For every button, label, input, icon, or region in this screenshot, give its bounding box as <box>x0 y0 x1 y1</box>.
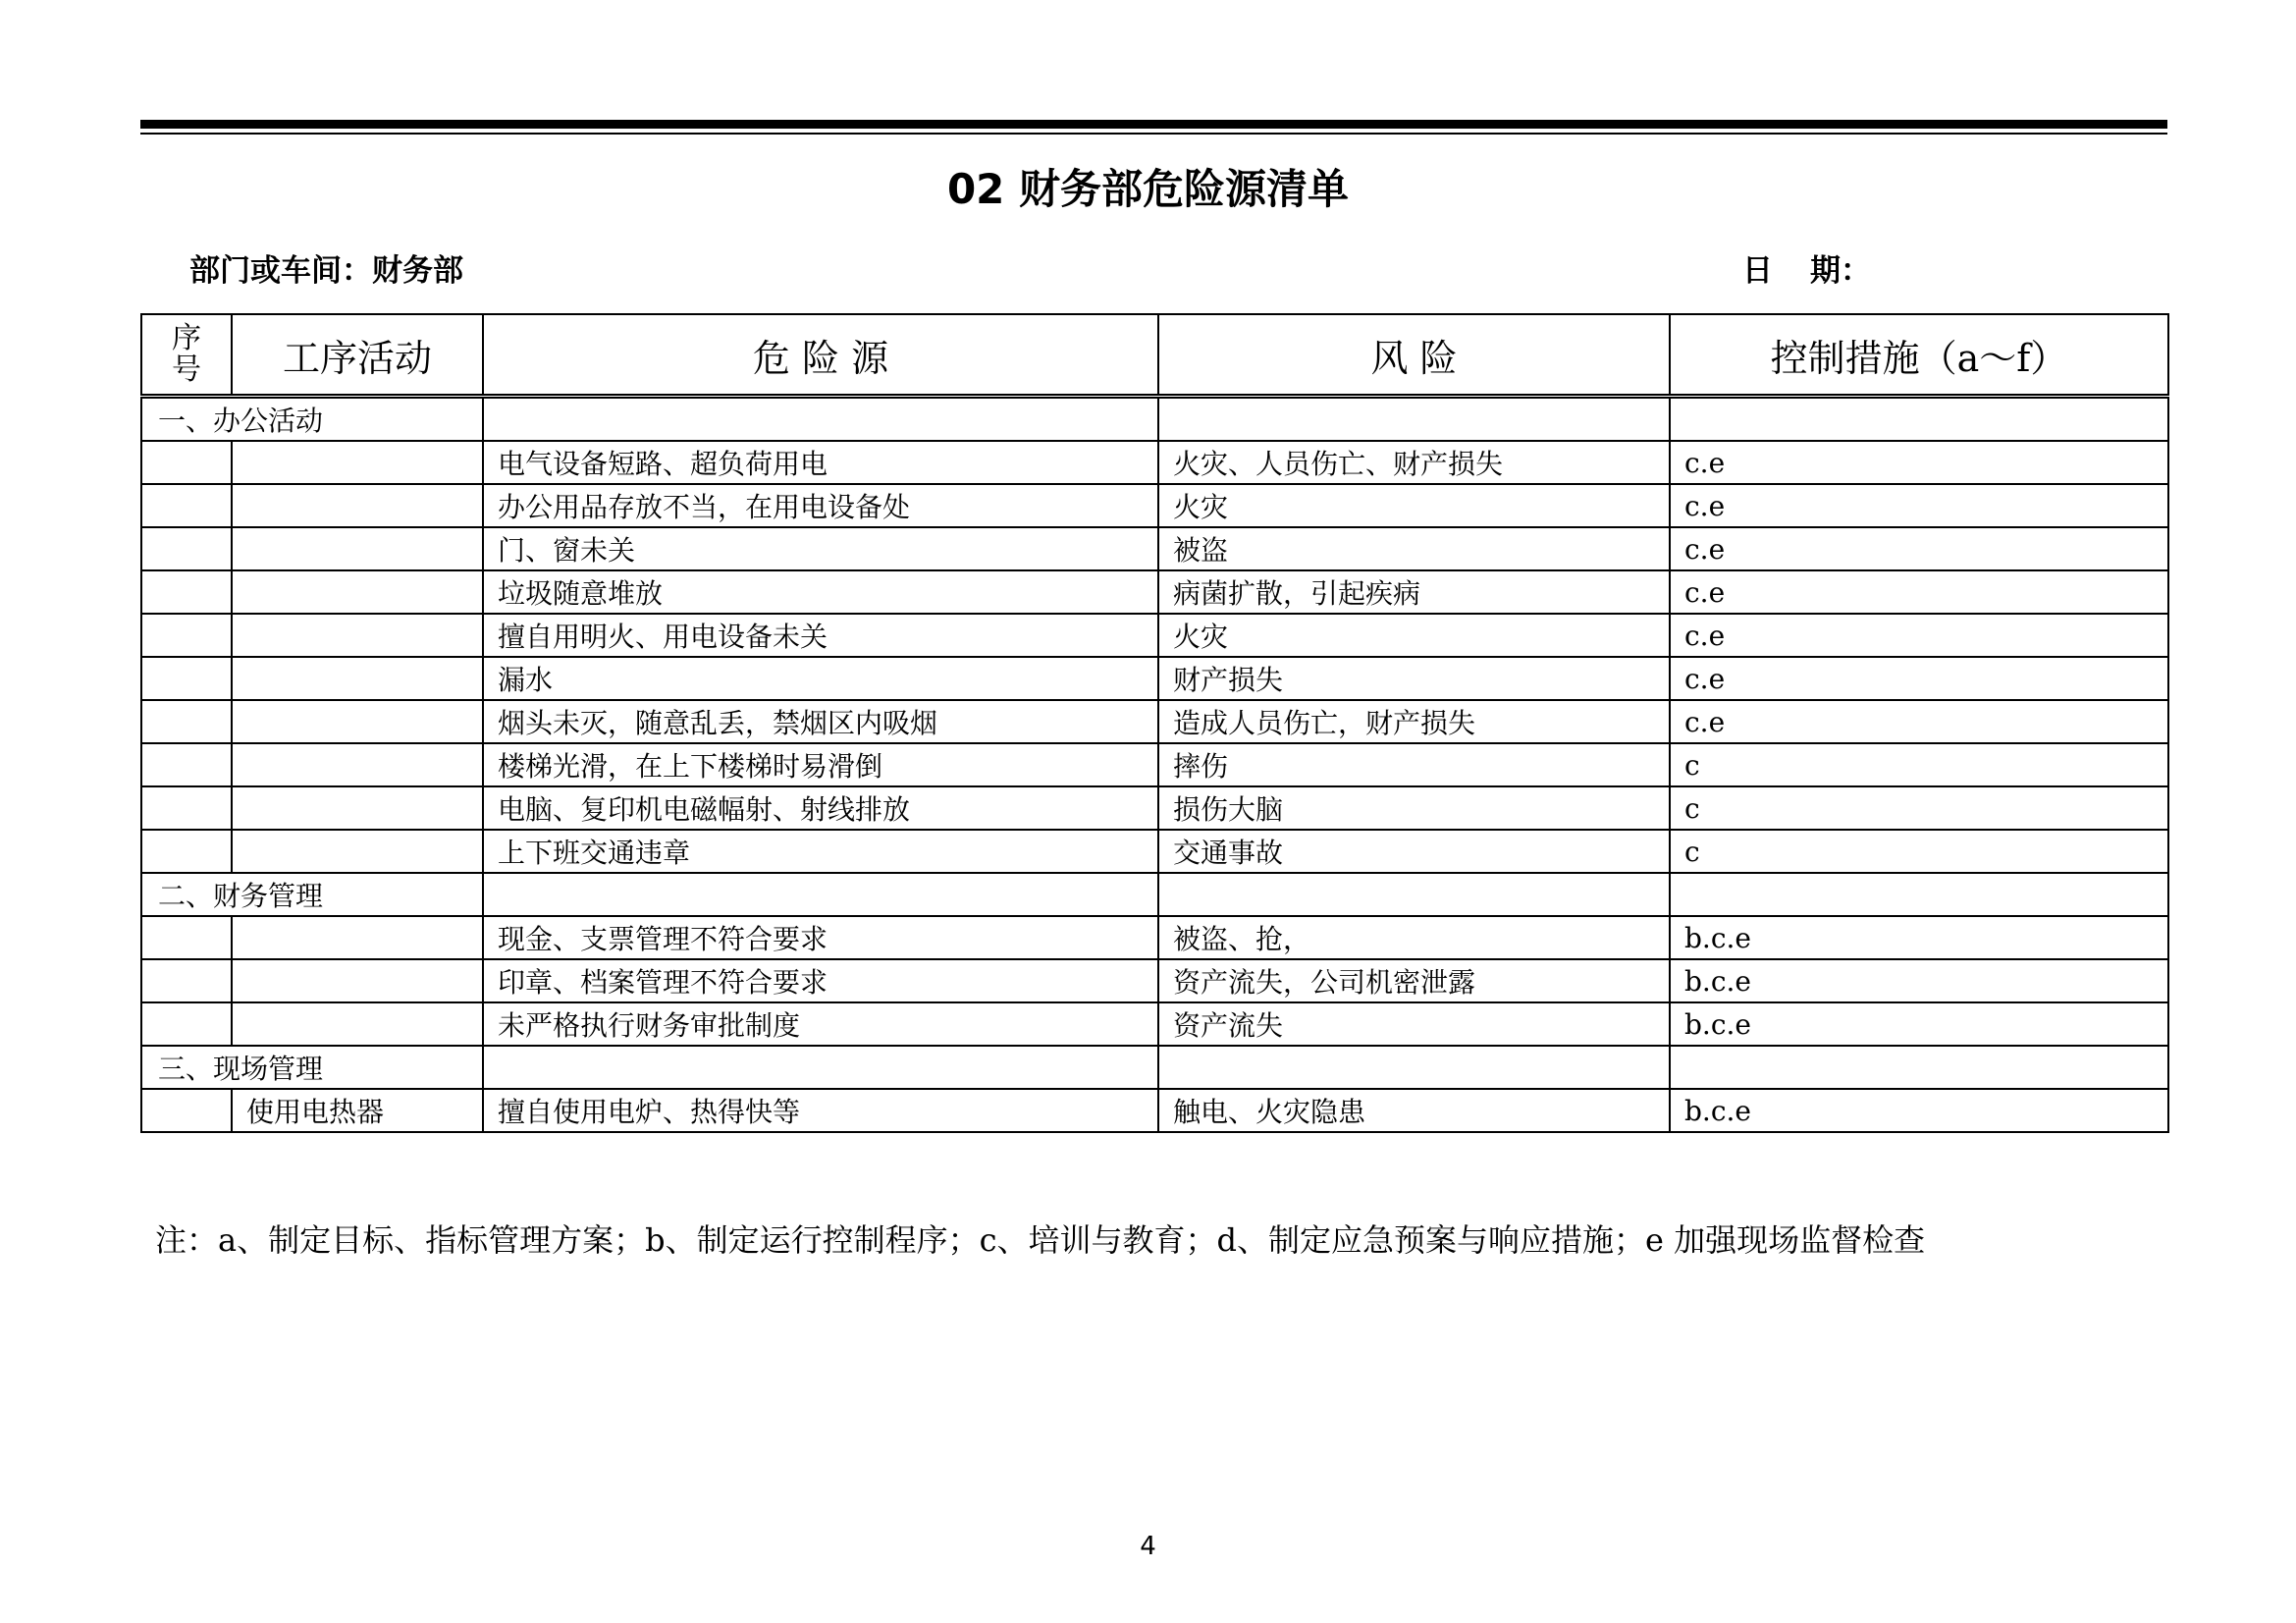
seq-cell <box>141 527 232 570</box>
risk-cell: 被盗 <box>1158 527 1670 570</box>
control-cell: b.c.e <box>1670 1089 2168 1132</box>
seq-cell <box>141 743 232 786</box>
section-empty-cell <box>1158 873 1670 916</box>
section-empty-cell <box>1158 397 1670 442</box>
activity-cell <box>232 1002 483 1046</box>
seq-cell <box>141 786 232 830</box>
risk-cell: 触电、火灾隐患 <box>1158 1089 1670 1132</box>
hazard-cell: 现金、支票管理不符合要求 <box>483 916 1158 959</box>
seq-cell <box>141 916 232 959</box>
section-label: 一、办公活动 <box>141 397 483 442</box>
section-row <box>141 873 2168 916</box>
risk-cell: 交通事故 <box>1158 830 1670 873</box>
section-empty-cell <box>1670 873 2168 916</box>
control-cell: c.e <box>1670 441 2168 484</box>
hazard-cell: 门、窗未关 <box>483 527 1158 570</box>
footnote: 注：a、制定目标、指标管理方案；b、制定运行控制程序；c、培训与教育；d、制定应急预案与响应措施；e 加强现场监督检查 <box>155 1221 1926 1259</box>
seq-cell <box>141 484 232 527</box>
table-row <box>141 441 2168 484</box>
control-cell: c.e <box>1670 484 2168 527</box>
hazard-cell: 电气设备短路、超负荷用电 <box>483 441 1158 484</box>
seq-cell <box>141 1002 232 1046</box>
seq-cell <box>141 657 232 700</box>
control-cell: c <box>1670 786 2168 830</box>
hazard-cell: 楼梯光滑，在上下楼梯时易滑倒 <box>483 743 1158 786</box>
table-row <box>141 614 2168 657</box>
section-empty-cell <box>1158 1046 1670 1089</box>
page-title: 02 财务部危险源清单 <box>946 165 1350 213</box>
risk-cell: 病菌扩散，引起疾病 <box>1158 570 1670 614</box>
control-cell: c.e <box>1670 570 2168 614</box>
table-row <box>141 1002 2168 1046</box>
table-row <box>141 484 2168 527</box>
activity-cell <box>232 484 483 527</box>
hazard-cell: 烟头未灭，随意乱丢，禁烟区内吸烟 <box>483 700 1158 743</box>
activity-cell <box>232 657 483 700</box>
activity-cell <box>232 570 483 614</box>
hazard-table <box>140 313 2169 1133</box>
activity-cell: 使用电热器 <box>232 1089 483 1132</box>
control-cell: b.c.e <box>1670 916 2168 959</box>
date-label-part-1: 日 <box>1742 253 1773 289</box>
header-hazard: 危 险 源 <box>483 314 1158 397</box>
section-empty-cell <box>483 873 1158 916</box>
table-row <box>141 743 2168 786</box>
seq-cell <box>141 1089 232 1132</box>
risk-cell: 资产流失 <box>1158 1002 1670 1046</box>
table-row <box>141 959 2168 1002</box>
hazard-cell: 漏水 <box>483 657 1158 700</box>
control-cell: c.e <box>1670 614 2168 657</box>
table-row <box>141 657 2168 700</box>
table-row <box>141 830 2168 873</box>
seq-cell <box>141 614 232 657</box>
activity-cell <box>232 959 483 1002</box>
control-cell: c <box>1670 830 2168 873</box>
table-row <box>141 916 2168 959</box>
seq-cell <box>141 570 232 614</box>
seq-cell <box>141 441 232 484</box>
risk-cell: 火灾、人员伤亡、财产损失 <box>1158 441 1670 484</box>
activity-cell <box>232 700 483 743</box>
activity-cell <box>232 786 483 830</box>
hazard-cell: 电脑、复印机电磁幅射、射线排放 <box>483 786 1158 830</box>
hazard-cell: 办公用品存放不当，在用电设备处 <box>483 484 1158 527</box>
activity-cell <box>232 527 483 570</box>
table-row <box>141 786 2168 830</box>
table-header-row <box>141 314 2168 397</box>
control-cell: c.e <box>1670 657 2168 700</box>
activity-cell <box>232 743 483 786</box>
section-row <box>141 1046 2168 1089</box>
hazard-cell: 擅自使用电炉、热得快等 <box>483 1089 1158 1132</box>
section-empty-cell <box>1670 1046 2168 1089</box>
section-empty-cell <box>483 1046 1158 1089</box>
hazard-cell: 擅自用明火、用电设备未关 <box>483 614 1158 657</box>
control-cell: c.e <box>1670 527 2168 570</box>
header-seq-line-2: 号 <box>172 352 201 387</box>
table-row <box>141 570 2168 614</box>
section-label: 三、现场管理 <box>141 1046 483 1089</box>
activity-cell <box>232 441 483 484</box>
date-label <box>1742 245 1871 290</box>
header-risk: 风 险 <box>1158 314 1670 397</box>
hazard-cell: 未严格执行财务审批制度 <box>483 1002 1158 1046</box>
section-label: 二、财务管理 <box>141 873 483 916</box>
control-cell: c <box>1670 743 2168 786</box>
seq-cell <box>141 830 232 873</box>
header-seq-line-1: 序 <box>172 321 201 355</box>
table-row <box>141 527 2168 570</box>
control-cell: b.c.e <box>1670 959 2168 1002</box>
header-seq <box>141 314 232 397</box>
activity-cell <box>232 614 483 657</box>
seq-cell <box>141 959 232 1002</box>
risk-cell: 摔伤 <box>1158 743 1670 786</box>
risk-cell: 火灾 <box>1158 614 1670 657</box>
hazard-cell: 垃圾随意堆放 <box>483 570 1158 614</box>
hazard-cell: 上下班交通违章 <box>483 830 1158 873</box>
risk-cell: 被盗、抢， <box>1158 916 1670 959</box>
control-cell: b.c.e <box>1670 1002 2168 1046</box>
page-number: 4 <box>1140 1532 1156 1561</box>
activity-cell <box>232 916 483 959</box>
table-row <box>141 1089 2168 1132</box>
control-cell: c.e <box>1670 700 2168 743</box>
table-body <box>141 397 2168 1133</box>
department-label: 部门或车间：财务部 <box>189 253 463 289</box>
risk-cell: 火灾 <box>1158 484 1670 527</box>
hazard-cell: 印章、档案管理不符合要求 <box>483 959 1158 1002</box>
header-control: 控制措施（a～f） <box>1670 314 2168 397</box>
section-empty-cell <box>1670 397 2168 442</box>
risk-cell: 财产损失 <box>1158 657 1670 700</box>
table-row <box>141 700 2168 743</box>
seq-cell <box>141 700 232 743</box>
section-empty-cell <box>483 397 1158 442</box>
activity-cell <box>232 830 483 873</box>
header-rule-thick <box>140 120 2167 129</box>
risk-cell: 造成人员伤亡，财产损失 <box>1158 700 1670 743</box>
risk-cell: 资产流失，公司机密泄露 <box>1158 959 1670 1002</box>
header-rule-thin <box>140 133 2167 135</box>
section-row <box>141 397 2168 442</box>
risk-cell: 损伤大脑 <box>1158 786 1670 830</box>
header-activity: 工序活动 <box>232 314 483 397</box>
date-label-part-2: 期： <box>1810 253 1871 289</box>
